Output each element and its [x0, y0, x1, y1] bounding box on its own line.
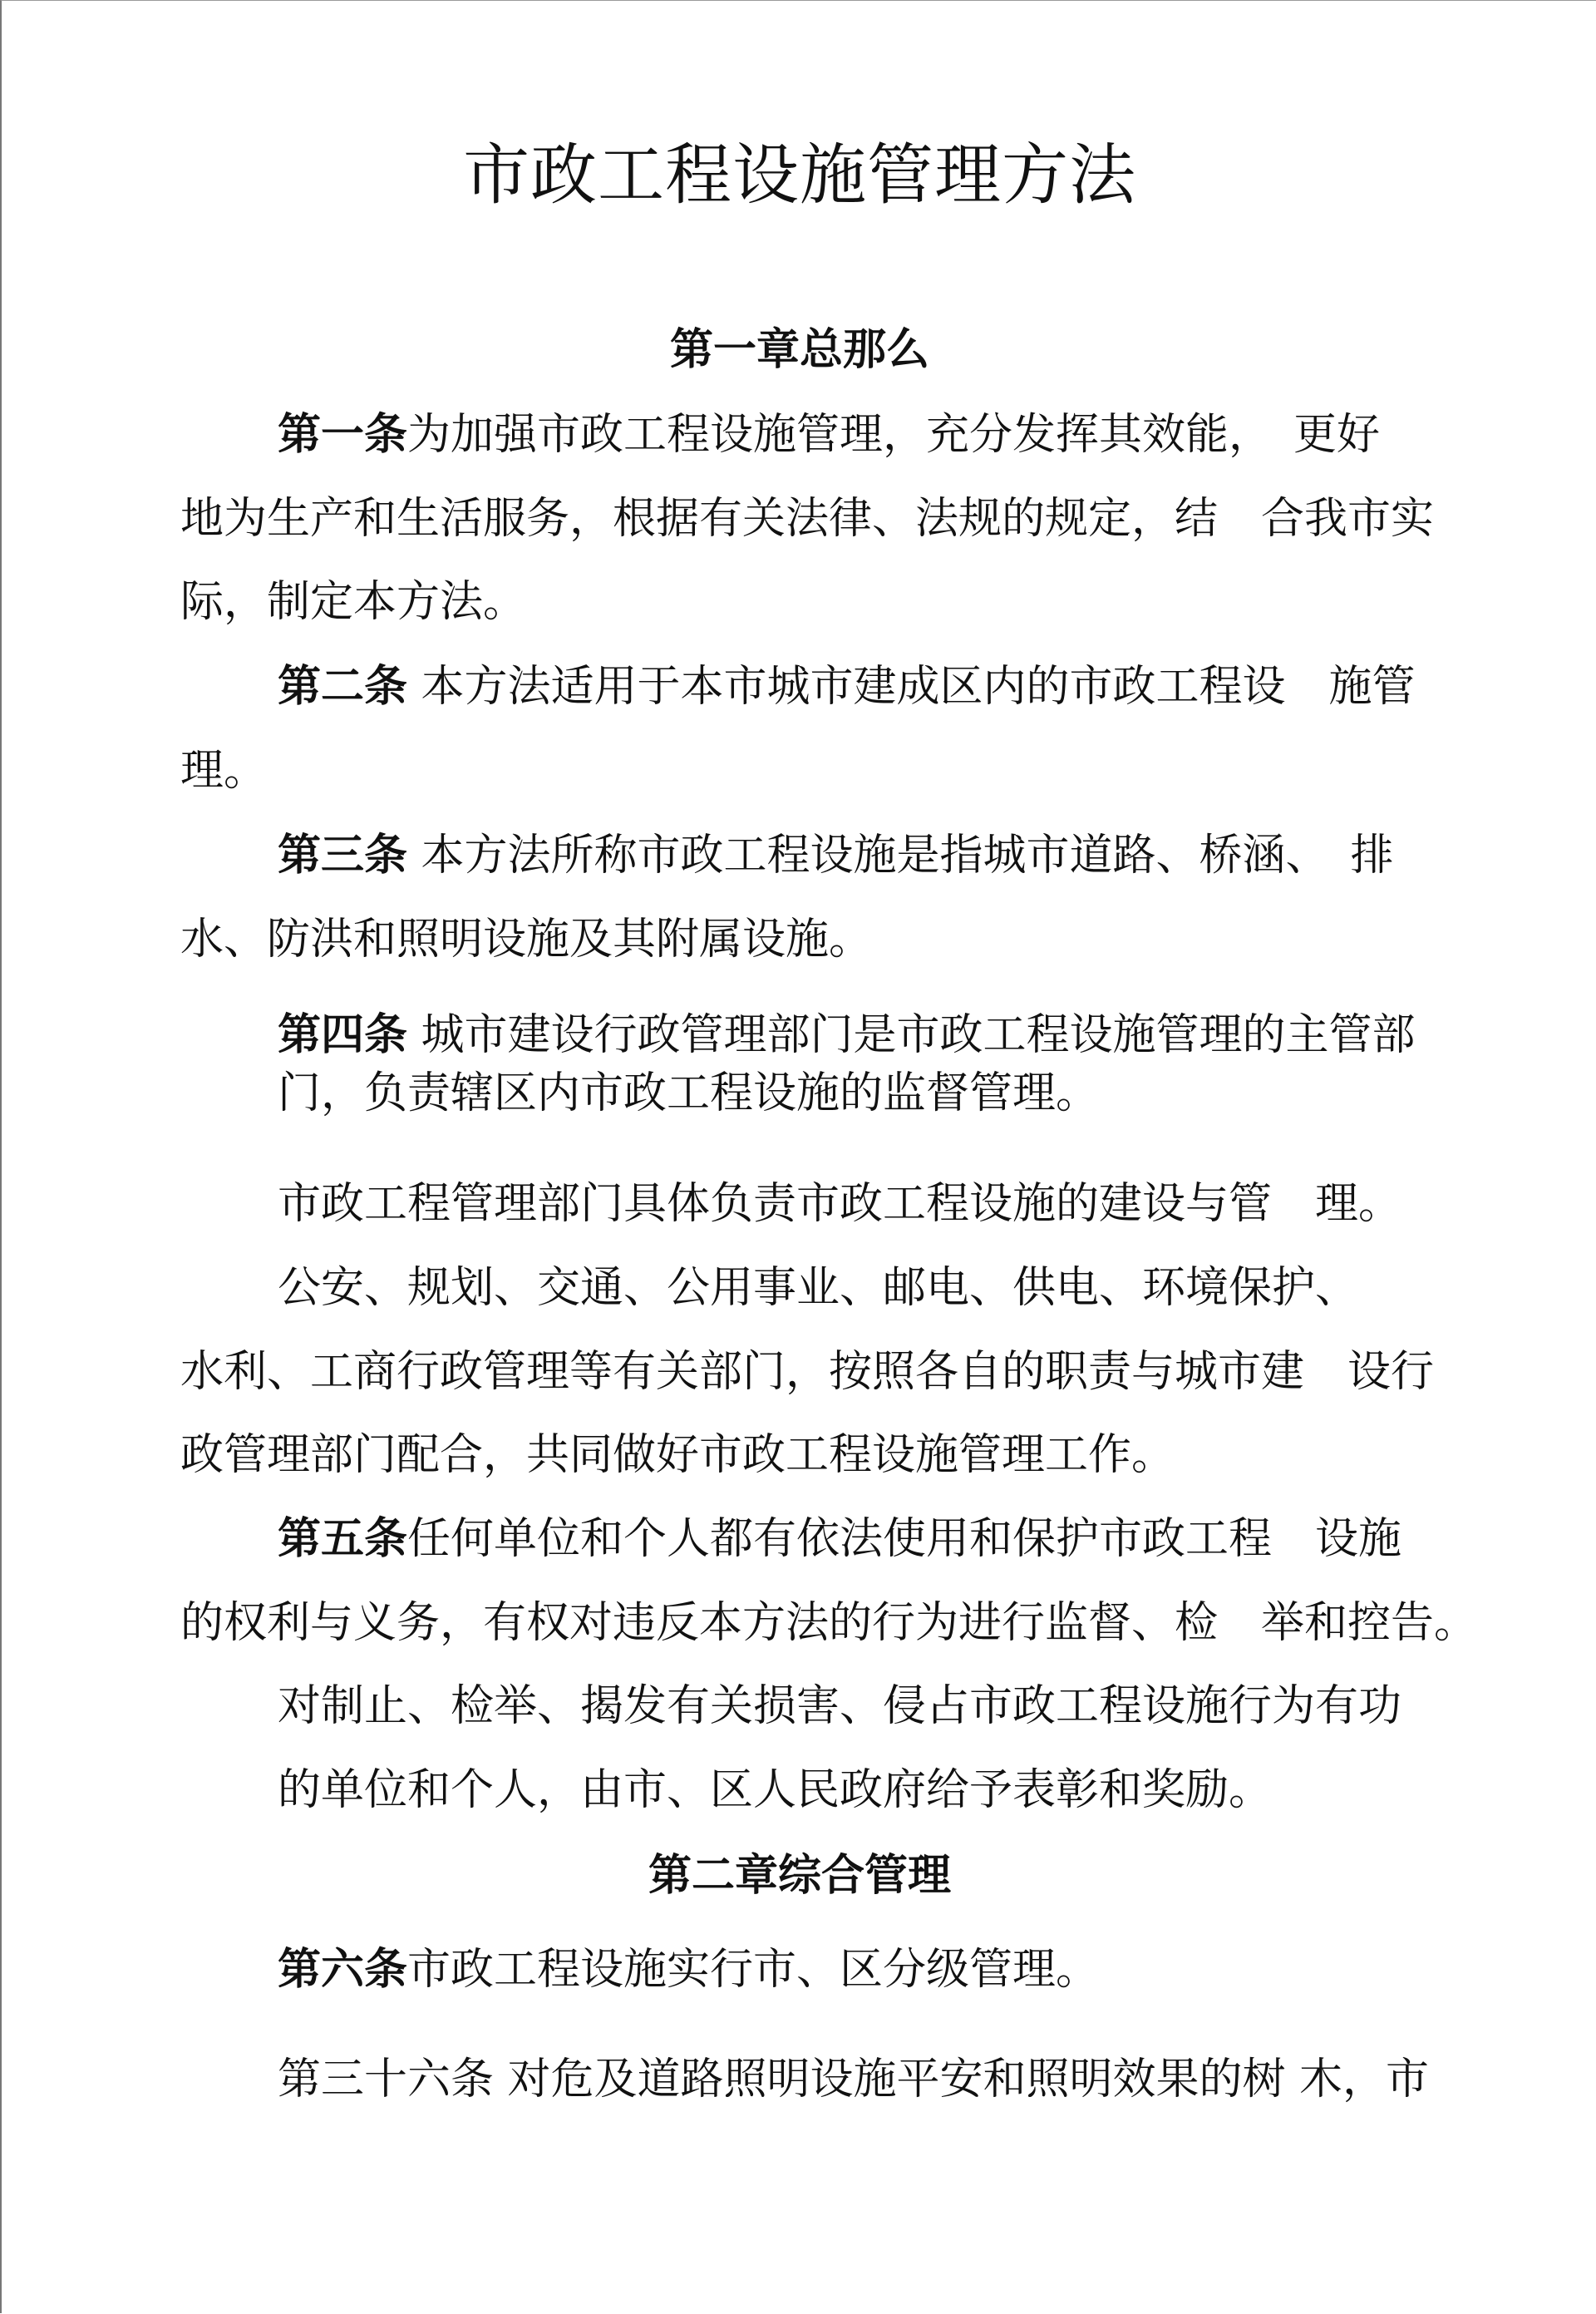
chapter-heading-2: 第二章综合管理 [648, 1850, 951, 1901]
paragraph-line: 水利、工商行政管理等有关部门，按照各自的职责与城市建 设行 [180, 1347, 1435, 1397]
article-number: 第一条 [278, 409, 408, 460]
article-5-line-2: 的权利与义务，有权对违反本方法的行为进行监督、检 举和控告。 [180, 1598, 1478, 1648]
article-1-line-1 [278, 406, 1380, 464]
document-title: 市政工程设施管理方法 [463, 136, 1136, 214]
paragraph-line: 公安、规划、交通、公用事业、邮电、供电、环境保护、 [278, 1263, 1359, 1313]
article-2-line-2: 理。 [180, 746, 268, 796]
article-5-line-1 [278, 1510, 1401, 1568]
paragraph-line: 市政工程管理部门具体负责市政工程设施的建设与管 理。 [278, 1179, 1402, 1229]
article-4-line-2: 门，负责辖区内市政工程设施的监督管理。 [278, 1068, 1100, 1118]
article-2-line-1 [278, 658, 1416, 716]
article-36-line-1: 第三十六条 对危及道路照明设施平安和照明效果的树 木，市 [278, 2055, 1430, 2104]
article-4-line-1 [278, 1006, 1416, 1064]
article-text: 本方法所称市政工程设施是指城市道路、桥涵、 排 [407, 831, 1394, 881]
chapter-heading-1: 第一章总那么 [669, 324, 929, 375]
article-1-line-3: 际，制定本方法。 [180, 577, 527, 627]
article-text: 为加强市政工程设施管理，充分发挥其效能， 更好 [407, 410, 1381, 460]
article-text: 任何单位和个人都有依法使用和保护市政工程 设施 [407, 1514, 1402, 1564]
article-1-line-2: 地为生产和生活服务，根据有关法律、法规的规定，结 合我市实 [180, 494, 1435, 544]
article-3-line-2: 水、防洪和照明设施及其附属设施。 [180, 915, 873, 965]
article-number: 第二条 [278, 661, 408, 712]
article-number: 第五条 [278, 1513, 408, 1564]
article-text: 城市建设行政管理部门是市政工程设施管理的主管部 [407, 1010, 1416, 1060]
paragraph-line: 对制止、检举、揭发有关损害、侵占市政工程设施行为有功 [278, 1681, 1402, 1731]
article-6-line-1 [278, 1941, 1099, 1999]
paragraph-line: 政管理部门配合，共同做好市政工程设施管理工作。 [180, 1430, 1175, 1480]
article-number: 第三条 [278, 830, 408, 881]
article-3-line-1 [278, 826, 1394, 885]
paragraph-line: 的单位和个人，由市、区人民政府给予表彰和奖励。 [278, 1765, 1273, 1815]
article-number: 第四条 [278, 1009, 408, 1060]
article-text: 市政工程设施实行市、区分级管理。 [407, 1945, 1100, 1995]
article-number: 第六条 [278, 1944, 408, 1995]
article-text: 本方法适用于本市城市建成区内的市政工程设 施管 [407, 662, 1416, 712]
